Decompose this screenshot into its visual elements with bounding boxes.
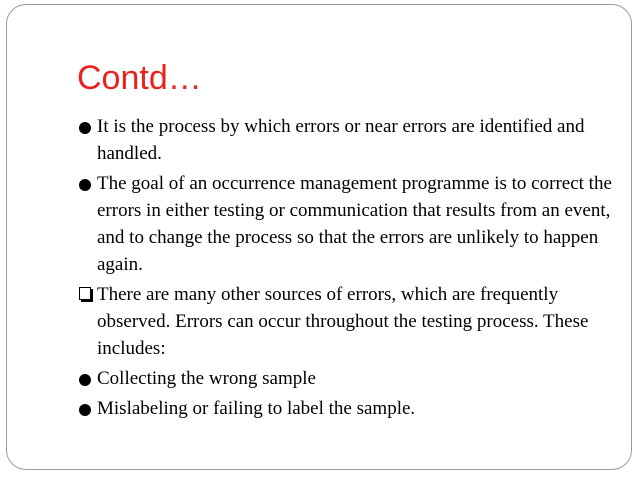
bullet-text: It is the process by which errors or near errors are identified and handled.: [97, 116, 585, 164]
slide-frame: [6, 4, 632, 470]
bullet-dot-icon: [79, 365, 95, 392]
bullet-list: [79, 113, 619, 425]
bullet-text: There are many other sources of errors, which are frequently observed. Errors can occur throughout the testing process. These includes:: [97, 284, 589, 359]
bullet-square-icon: [79, 281, 95, 308]
slide-title: Contd…: [77, 59, 202, 97]
bullet-text: Mislabeling or failing to label the sample.: [97, 398, 416, 419]
bullet-item-3: [79, 281, 619, 362]
bullet-text: Collecting the wrong sample: [97, 368, 316, 389]
bullet-text: The goal of an occurrence management programme is to correct the errors in either testing or communication that results from an event, and to change the process so that the errors are unlikely to happen again.: [97, 173, 612, 275]
bullet-item-5: [79, 395, 619, 422]
bullet-dot-icon: [79, 113, 95, 140]
bullet-item-2: [79, 170, 619, 278]
bullet-item-1: [79, 113, 619, 167]
bullet-dot-icon: [79, 170, 95, 197]
bullet-item-4: [79, 365, 619, 392]
bullet-dot-icon: [79, 395, 95, 422]
